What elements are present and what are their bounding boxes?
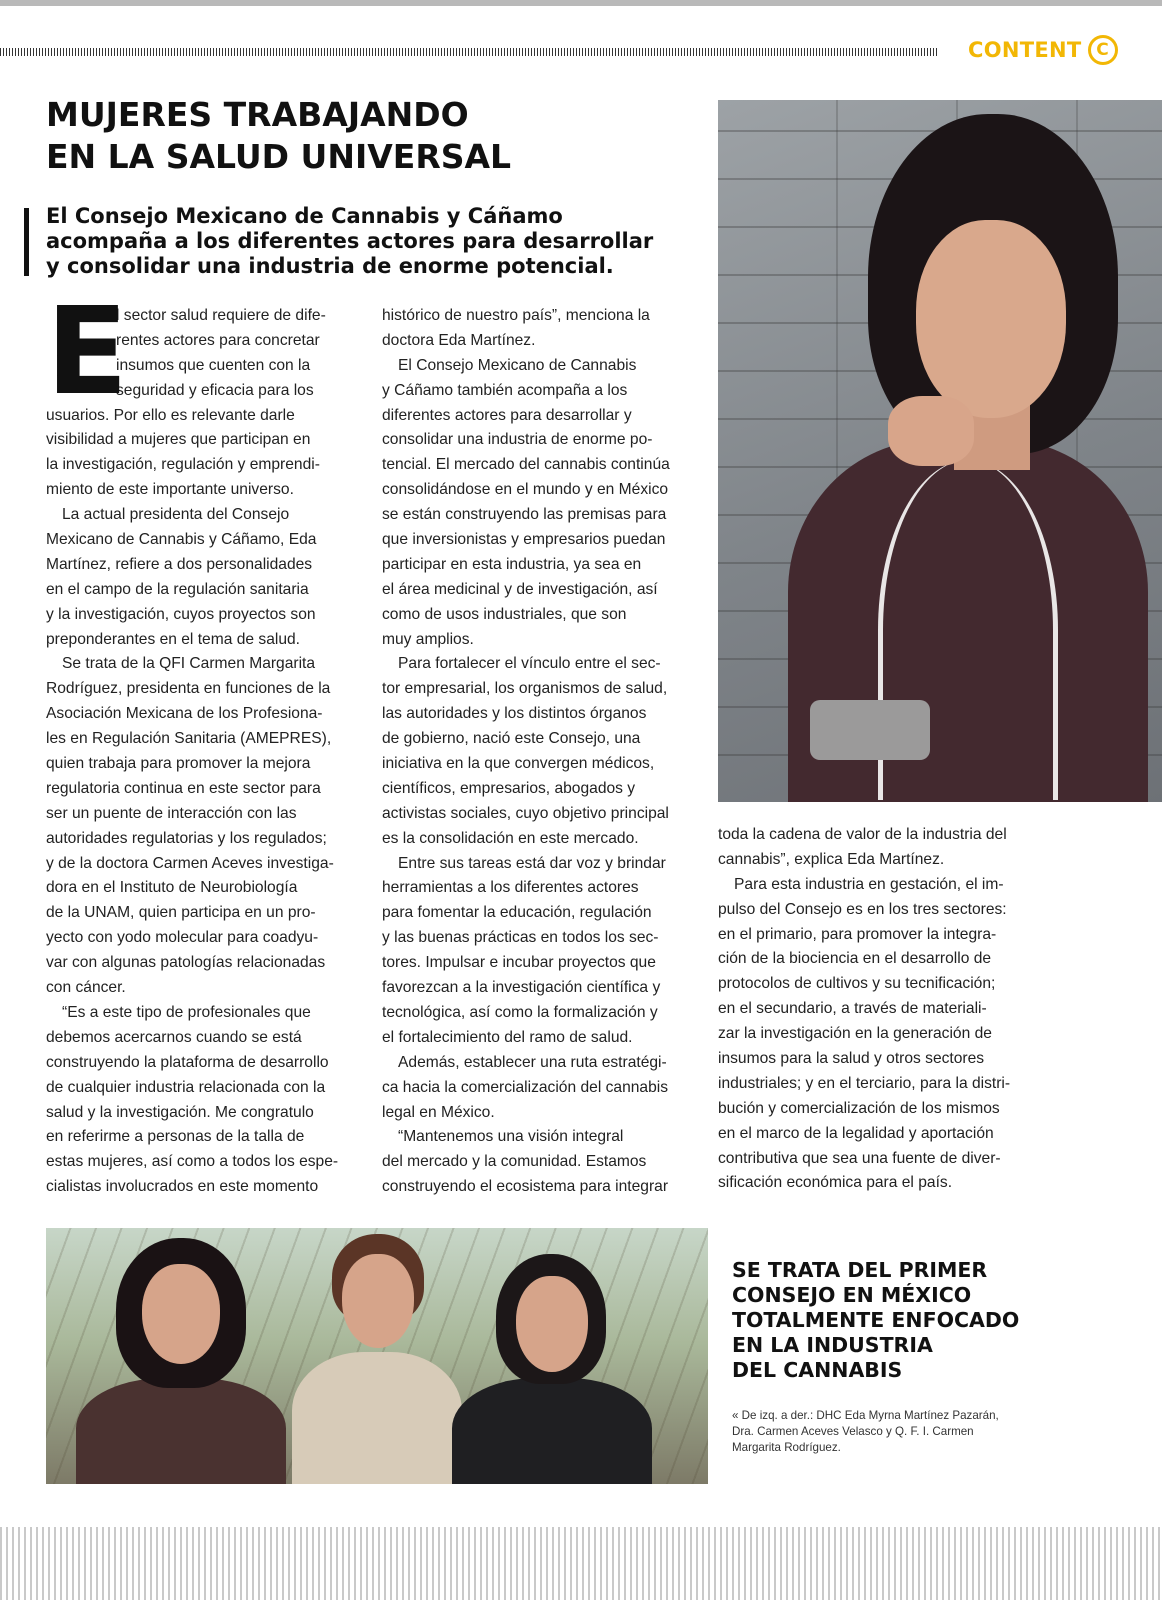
- body-line: Para esta industria en gestación, el im-: [734, 875, 1004, 893]
- body-line: var con algunas patologías relacionadas: [46, 954, 326, 972]
- body-line: quien trabaja para promover la mejora: [46, 755, 311, 773]
- body-line: participar en esta industria, ya sea en: [382, 555, 642, 573]
- body-line: miento de este importante universo.: [46, 481, 294, 499]
- article-deck: [46, 204, 706, 279]
- body-line: protocolos de cultivos y su tecnificación;: [718, 975, 996, 993]
- deck-line: acompaña a los diferentes actores para desarrollar: [46, 229, 654, 253]
- body-line: y la investigación, cuyos proyectos son: [46, 605, 316, 623]
- body-line: Rodríguez, presidenta en funciones de la: [46, 680, 331, 698]
- body-line: contributiva que sea una fuente de diver-: [718, 1149, 1001, 1167]
- body-line: la investigación, regulación y emprendi-: [46, 456, 320, 474]
- body-line: y las buenas prácticas en todos los sec-: [382, 929, 659, 947]
- body-line: es la consolidación en este mercado.: [382, 829, 639, 847]
- person-face: [342, 1254, 414, 1348]
- body-line: de cualquier industria relacionada con la: [46, 1078, 326, 1096]
- body-line: herramientas a los diferentes actores: [382, 879, 639, 897]
- body-line: se están construyendo las premisas para: [382, 506, 667, 524]
- body-line: histórico de nuestro país”, menciona la: [382, 307, 650, 324]
- section-label: CONTENT: [968, 38, 1082, 62]
- body-line: industriales; y en el terciario, para la distri-: [718, 1074, 1011, 1092]
- caption-line: Margarita Rodríguez.: [732, 1441, 841, 1454]
- body-line: les en Regulación Sanitaria (AMEPRES),: [46, 730, 332, 748]
- body-column-3: [718, 823, 1048, 1196]
- body-line: las autoridades y los distintos órganos: [382, 705, 647, 723]
- body-line: ción de la biociencia en el desarrollo de: [718, 950, 992, 968]
- person-body: [76, 1378, 286, 1484]
- body-line: tores. Impulsar e incubar proyectos que: [382, 954, 656, 972]
- body-line: diferentes actores para desarrollar y: [382, 406, 632, 424]
- portrait-photo-eda-martinez: [718, 100, 1162, 802]
- top-rule: [0, 0, 1162, 6]
- body-line: cialistas involucrados en este momento: [46, 1178, 319, 1196]
- body-line: con cáncer.: [46, 979, 126, 997]
- body-line: bución y comercialización de los mismos: [718, 1099, 1000, 1117]
- body-line: y de la doctora Carmen Aceves investiga-: [46, 854, 334, 872]
- body-line: insumos para la salud y otros sectores: [718, 1050, 985, 1068]
- body-line: toda la cadena de valor de la industria del: [718, 826, 1007, 843]
- deck-line: El Consejo Mexicano de Cannabis y Cáñamo: [46, 204, 563, 228]
- footer-stripe-band: [0, 1527, 1162, 1600]
- drop-cap: E: [46, 283, 128, 422]
- body-line: ser un puente de interacción con las: [46, 804, 297, 822]
- body-line: del mercado y la comunidad. Estamos: [382, 1153, 647, 1171]
- body-line: rentes actores para concretar: [116, 331, 320, 349]
- portrait-hand: [888, 396, 974, 466]
- body-line: de gobierno, nació este Consejo, una: [382, 730, 641, 748]
- body-line: en el secundario, a través de materiali-: [718, 1000, 987, 1018]
- body-line: La actual presidenta del Consejo: [62, 506, 290, 524]
- body-line: salud y la investigación. Me congratulo: [46, 1103, 314, 1121]
- body-line: consolidar una industria de enorme po-: [382, 431, 653, 449]
- person-left: [76, 1228, 286, 1484]
- headline-line-1: MUJERES TRABAJANDO: [46, 95, 469, 134]
- article-headline: [46, 94, 686, 178]
- body-line: “Es a este tipo de profesionales que: [62, 1003, 311, 1021]
- body-line: autoridades regulatorias y los regulados;: [46, 829, 327, 847]
- body-line: zar la investigación en la generación de: [718, 1025, 992, 1043]
- body-line: estas mujeres, así como a todos los espe-: [46, 1153, 339, 1171]
- body-line: el área medicinal y de investigación, así: [382, 580, 658, 598]
- headline-line-2: EN LA SALUD UNIVERSAL: [46, 137, 512, 176]
- body-line: el fortalecimiento del ramo de salud.: [382, 1028, 633, 1046]
- body-line: Además, establecer una ruta estratégi-: [398, 1053, 667, 1071]
- body-column-2: [382, 304, 702, 1200]
- portrait-face: [916, 220, 1066, 418]
- body-line: yecto con yodo molecular para coadyu-: [46, 929, 319, 947]
- body-line: ca hacia la comercialización del cannabis: [382, 1078, 669, 1096]
- body-line: construyendo el ecosistema para integrar: [382, 1178, 669, 1196]
- pull-quote: [732, 1258, 1092, 1383]
- body-line: científicos, empresarios, abogados y: [382, 779, 636, 797]
- body-line: Asociación Mexicana de los Profesiona-: [46, 705, 323, 723]
- person-center: [292, 1228, 462, 1484]
- body-line: Para fortalecer el vínculo entre el sec-: [398, 655, 661, 673]
- body-line: legal en México.: [382, 1103, 495, 1121]
- group-photo-three-women: [46, 1228, 708, 1484]
- section-tag: [968, 34, 1118, 66]
- portrait-sleeve-cuff: [810, 700, 930, 760]
- body-line: de la UNAM, quien participa en un pro-: [46, 904, 316, 922]
- body-line: visibilidad a mujeres que participan en: [46, 431, 311, 449]
- body-line: muy amplios.: [382, 630, 474, 648]
- body-line: regulatoria continua en este sector para: [46, 779, 321, 797]
- pull-quote-line: DEL CANNABIS: [732, 1358, 903, 1382]
- person-body: [292, 1352, 462, 1484]
- body-line: en referirme a personas de la talla de: [46, 1128, 305, 1146]
- body-line: en el primario, para promover la integra-: [718, 925, 997, 943]
- body-line: tor empresarial, los organismos de salud,: [382, 680, 668, 698]
- body-column-1: [46, 283, 366, 1200]
- body-line: en el campo de la regulación sanitaria: [46, 580, 309, 598]
- body-line: insumos que cuenten con la: [116, 356, 311, 374]
- body-line: como de usos industriales, que son: [382, 605, 627, 623]
- body-line: l sector salud requiere de dife-: [116, 307, 326, 324]
- body-line: favorezcan a la investigación científica y: [382, 979, 661, 997]
- body-line: usuarios. Por ello es relevante darle: [46, 406, 295, 424]
- body-line: doctora Eda Martínez.: [382, 331, 536, 349]
- body-line: Mexicano de Cannabis y Cáñamo, Eda: [46, 531, 317, 549]
- photo-caption: [732, 1408, 1062, 1456]
- body-line: El Consejo Mexicano de Cannabis: [398, 356, 637, 374]
- person-face: [516, 1276, 588, 1372]
- body-line: consolidándose en el mundo y en México: [382, 481, 669, 499]
- body-line: tecnológica, así como la formalización y: [382, 1003, 658, 1021]
- person-body: [452, 1378, 652, 1484]
- body-line: construyendo la plataforma de desarrollo: [46, 1053, 329, 1071]
- header-dotted-rule: [0, 48, 938, 56]
- body-line: para fomentar la educación, regulación: [382, 904, 652, 922]
- caption-line: Dra. Carmen Aceves Velasco y Q. F. I. Carmen: [732, 1425, 974, 1438]
- body-line: tencial. El mercado del cannabis continúa: [382, 456, 670, 474]
- pull-quote-line: CONSEJO EN MÉXICO: [732, 1283, 972, 1307]
- copyright-c-icon: C: [1088, 35, 1118, 65]
- body-line: debemos acercarnos cuando se está: [46, 1028, 302, 1046]
- pull-quote-line: EN LA INDUSTRIA: [732, 1333, 933, 1357]
- person-right: [452, 1228, 652, 1484]
- person-face: [142, 1264, 220, 1364]
- body-line: pulso del Consejo es en los tres sectores:: [718, 900, 1007, 918]
- body-line: Martínez, refiere a dos personalidades: [46, 555, 313, 573]
- body-line: “Mantenemos una visión integral: [398, 1128, 624, 1146]
- body-line: seguridad y eficacia para los: [116, 381, 314, 399]
- body-line: Se trata de la QFI Carmen Margarita: [62, 655, 316, 673]
- body-line: Entre sus tareas está dar voz y brindar: [398, 854, 666, 872]
- deck-line: y consolidar una industria de enorme potencial.: [46, 254, 614, 278]
- body-line: y Cáñamo también acompaña a los: [382, 381, 628, 399]
- body-line: cannabis”, explica Eda Martínez.: [718, 850, 945, 868]
- body-line: preponderantes en el tema de salud.: [46, 630, 301, 648]
- deck-accent-bar: [24, 208, 29, 276]
- pull-quote-line: TOTALMENTE ENFOCADO: [732, 1308, 1020, 1332]
- body-line: dora en el Instituto de Neurobiología: [46, 879, 298, 897]
- body-line: iniciativa en la que convergen médicos,: [382, 755, 655, 773]
- caption-line: « De izq. a der.: DHC Eda Myrna Martínez Pazarán,: [732, 1409, 999, 1422]
- body-line: sificación económica para el país.: [718, 1174, 953, 1192]
- pull-quote-line: SE TRATA DEL PRIMER: [732, 1258, 988, 1282]
- body-line: que inversionistas y empresarios puedan: [382, 531, 666, 549]
- body-line: en el marco de la legalidad y aportación: [718, 1124, 994, 1142]
- body-line: activistas sociales, cuyo objetivo principal: [382, 804, 669, 822]
